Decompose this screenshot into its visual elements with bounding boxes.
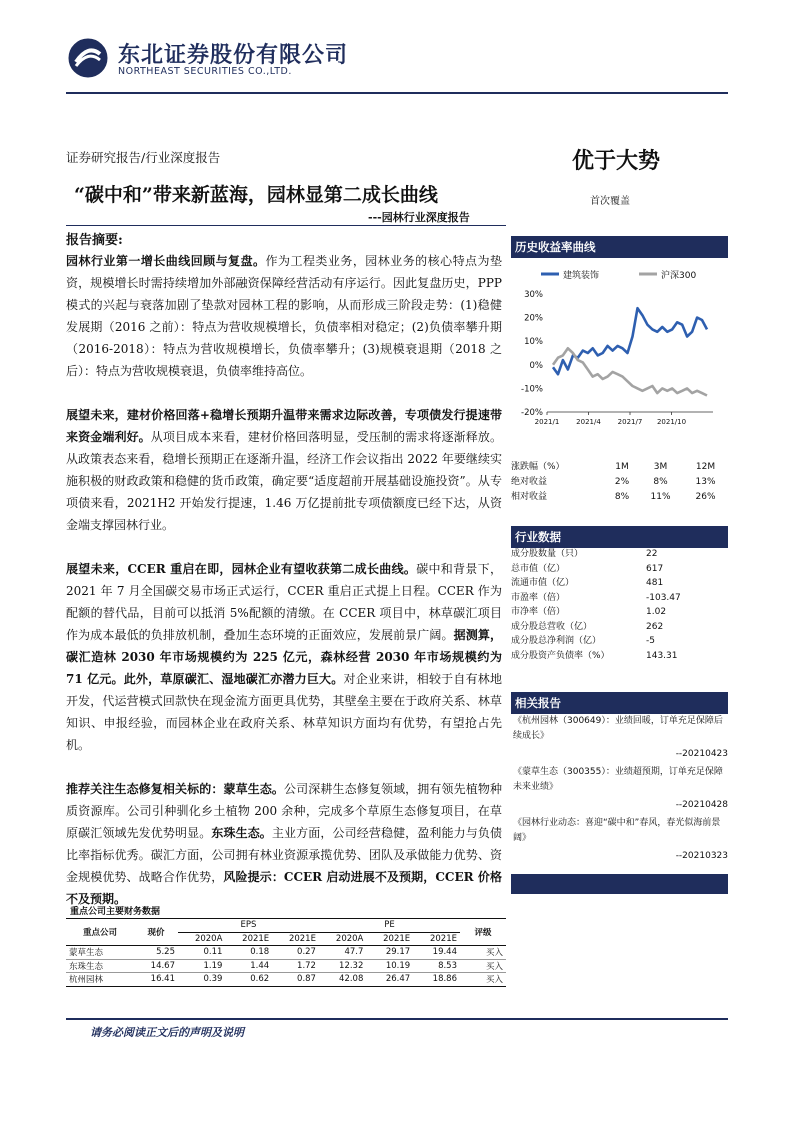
related-header: 相关报告 xyxy=(511,692,728,714)
related-list xyxy=(513,714,728,864)
year-label: 2020A xyxy=(335,933,364,944)
rating-cell: 买入 xyxy=(485,961,503,972)
industry-header: 行业数据 xyxy=(511,526,728,548)
x-tick-label: 2021/10 xyxy=(656,418,687,426)
industry-row xyxy=(511,649,728,664)
p3-lead: 展望未来，CCER 重启在即，园林企业有望收获第二成长曲线。 xyxy=(66,562,417,576)
returns-value: 13% xyxy=(695,477,716,487)
returns-header-12m: 12M xyxy=(695,462,716,472)
value-cell: 5.25 xyxy=(156,947,175,958)
series-line-construction xyxy=(553,308,707,374)
footer-divider xyxy=(66,1018,728,1020)
returns-value: 8% xyxy=(653,477,668,487)
value-cell: 0.87 xyxy=(297,974,316,985)
value-cell: 0.62 xyxy=(250,974,270,985)
industry-label: 成分股总营收（亿） xyxy=(511,621,593,632)
p4-text-2: 主业方面，公司经营稳健，盈利能力与负债比率指标优秀。碳汇方面，公司拥有林业资源承揽优势、团队及承做能力优势、资金规模优势、战略合作优势， xyxy=(66,826,502,884)
industry-label: 流通市值（亿） xyxy=(511,578,575,588)
industry-row xyxy=(511,562,728,577)
industry-row xyxy=(511,605,728,620)
chart-header: 历史收益率曲线 xyxy=(511,236,728,258)
financials-title: 重点公司主要财务数据 xyxy=(70,907,161,917)
title-divider xyxy=(66,225,506,226)
x-tick-label: 2021/4 xyxy=(576,418,601,426)
y-tick-label: -10% xyxy=(521,384,543,395)
company-cell: 蒙草生态 xyxy=(69,948,104,959)
col-rating: 评级 xyxy=(474,928,492,938)
industry-table xyxy=(511,547,728,663)
returns-row xyxy=(511,490,728,505)
header-divider xyxy=(66,92,728,94)
value-cell: 14.67 xyxy=(150,960,175,971)
paragraph-2 xyxy=(66,404,502,536)
value-cell: 1.19 xyxy=(203,960,223,971)
rating-cell: 买入 xyxy=(485,948,503,959)
table-row xyxy=(66,946,506,960)
value-cell: 0.18 xyxy=(250,947,270,958)
industry-value: 143.31 xyxy=(646,650,678,661)
industry-value: -103.47 xyxy=(646,592,681,603)
value-cell: 19.44 xyxy=(432,947,457,958)
returns-value: 26% xyxy=(695,492,716,502)
sidebar-bottom-bar xyxy=(511,874,728,894)
returns-header-1m: 1M xyxy=(615,462,629,472)
industry-value: -5 xyxy=(646,636,655,646)
col-company: 重点公司 xyxy=(82,928,117,938)
p1-lead: 园林行业第一增长曲线回顾与复盘。 xyxy=(66,254,266,268)
returns-header-label: 涨跌幅（%） xyxy=(511,462,565,472)
financials-group-row xyxy=(66,919,506,933)
col-price: 现价 xyxy=(147,928,165,938)
value-cell: 1.44 xyxy=(250,960,270,971)
p2-lead: 展望未来，建材价格回落+稳增长预期升温带来需求边际改善，专项债发行提速带来资金端利好。 xyxy=(66,408,502,444)
returns-label: 绝对收益 xyxy=(511,477,548,487)
legend-label: 沪深300 xyxy=(661,271,697,281)
returns-row xyxy=(511,475,728,490)
value-cell: 10.19 xyxy=(385,960,411,971)
industry-value: 262 xyxy=(646,621,664,632)
col-pe: PE xyxy=(319,919,460,933)
year-label: 2021E xyxy=(383,933,411,944)
industry-value: 617 xyxy=(646,563,664,574)
value-cell: 16.41 xyxy=(150,974,175,985)
industry-label: 成分股总净利润（亿） xyxy=(511,636,602,646)
p3-estimate: 据测算，碳汇造林 2030 年市场规模约为 225 亿元，森林经营 2030 年市场规模约为 71 亿元。此外，草原碳汇、湿地碳汇亦潜力巨大。 xyxy=(66,628,502,686)
company-name-cn: 东北证券股份有限公司 xyxy=(118,43,349,68)
report-category: 证券研究报告/行业深度报告 xyxy=(66,150,221,165)
industry-row xyxy=(511,576,728,591)
p2-text: 从项目成本来看，建材价格回落明显，受压制的需求将逐渐释放。从政策表态来看，稳增长预期正在逐渐升温，经济工作会议指出 2022 年要继续实施积极的财政政策和稳健的货币政策，确定要“适度超前开展基础设施投资”。从专项债来看，2021H2 开始发行提速，1.46 万亿提前批专项债额度已经下达，从资金端支撑园林行业。 xyxy=(66,430,502,532)
paragraph-4 xyxy=(66,778,502,910)
value-cell: 12.32 xyxy=(339,960,364,971)
returns-label: 相对收益 xyxy=(511,492,548,502)
y-tick-label: 20% xyxy=(524,313,543,324)
related-item[interactable] xyxy=(513,816,728,864)
report-subtitle: ---园林行业深度报告 xyxy=(368,211,470,224)
industry-label: 市净率（倍） xyxy=(511,607,566,617)
value-cell: 29.17 xyxy=(385,947,411,958)
company-cell: 杭州园林 xyxy=(69,975,104,986)
rating-cell: 买入 xyxy=(485,975,503,986)
year-label: 2021E xyxy=(242,933,270,944)
industry-value: 1.02 xyxy=(646,607,667,617)
value-cell: 47.7 xyxy=(344,947,364,958)
industry-label: 成分股资产负债率（%） xyxy=(511,650,610,661)
y-tick-label: 10% xyxy=(524,337,543,348)
related-item-date: --20210428 xyxy=(675,800,728,810)
financials-table xyxy=(66,918,506,987)
paragraph-1 xyxy=(66,250,502,382)
related-item-date: --20210423 xyxy=(675,749,728,759)
x-tick-label: 2021/1 xyxy=(534,418,560,426)
related-item-title[interactable]: 《杭州园林（300649）：业绩回暖，订单充足保障后续成长》 xyxy=(513,716,723,741)
financials-table-wrap xyxy=(66,918,506,987)
industry-label: 总市值（亿） xyxy=(511,563,566,574)
series-line-csi300 xyxy=(553,348,707,395)
p4-company-2: 东珠生态。 xyxy=(211,826,272,840)
col-eps: EPS xyxy=(178,919,319,933)
industry-row xyxy=(511,634,728,649)
p3-text: 碳中和背景下，2021 年 7 月全国碳交易市场正式运行，CCER 重启正式提上日程。CCER 作为配额的替代品，目前可以抵消 5%配额的清缴。在 CCER 项目中，林草碳汇项目作为成本最低的负排放机制，叠加生态环境的正面效应，发展前景广阔。 xyxy=(66,562,502,642)
report-title: “碳中和”带来新蓝海，园林显第二成长曲线 xyxy=(74,184,438,206)
company-cell: 东珠生态 xyxy=(69,961,104,972)
table-row xyxy=(66,973,506,987)
industry-value: 22 xyxy=(646,549,658,559)
related-item[interactable] xyxy=(513,765,728,813)
x-tick-label: 2021/7 xyxy=(617,418,643,426)
related-item-title[interactable]: 《园林行业动态：喜迎“碳中和”春风，春光似海前景阔》 xyxy=(513,818,721,843)
p1-text: 作为工程类业务，园林业务的核心特点为垫资，规模增长时需持续增加外部融资保障经营活动有序运行。因此复盘历史，PPP 模式的兴起与衰落加剧了垫款对园林工程的影响，从而形成三阶段走势：(1)稳健发展期（2016 之前）：特点为营收规模增长，负债率相对稳定；(2)负债率攀升期（2016-2018）：特点为营收规模增长，负债率攀升；(3)规模衰退期（2018 之后）：特点为营收规模衰退，负债率维持高位。 xyxy=(66,254,502,378)
value-cell: 42.08 xyxy=(339,974,364,985)
industry-row xyxy=(511,591,728,606)
summary-heading: 报告摘要: xyxy=(66,233,123,248)
report-body xyxy=(66,250,502,910)
value-cell: 0.11 xyxy=(203,947,223,958)
related-item-title[interactable]: 《蒙草生态（300355）：业绩超预期，订单充足保障未来业绩》 xyxy=(513,767,723,792)
report-coverage: 首次覆盖 xyxy=(590,196,630,207)
legend-label: 建筑装饰 xyxy=(563,271,600,281)
value-cell: 0.27 xyxy=(297,947,316,958)
returns-value: 11% xyxy=(650,492,671,502)
related-item-date: --20210323 xyxy=(675,851,728,861)
related-item[interactable] xyxy=(513,714,728,762)
company-name-en: NORTHEAST SECURITIES CO.,LTD. xyxy=(118,66,292,77)
industry-row xyxy=(511,547,728,562)
industry-label: 市盈率（倍） xyxy=(511,592,566,603)
returns-value: 2% xyxy=(614,477,630,487)
p4-lead: 推荐关注生态修复相关标的：蒙草生态。 xyxy=(66,782,285,796)
footer-disclaimer: 请务必阅读正文后的声明及说明 xyxy=(90,1026,244,1039)
industry-table-wrap xyxy=(511,547,728,663)
value-cell: 18.86 xyxy=(432,974,457,985)
p3-text-2: 对企业来讲，相较于自有林地开发，代运营模式回款快在现金流方面更具优势，其壁垒主要在于政府关系、林草知识、申报经验，而园林企业在政府关系、林草知识方面均有优势，有望抢占先机。 xyxy=(66,672,502,752)
company-logo xyxy=(66,36,110,80)
returns-value: 8% xyxy=(614,492,630,502)
year-label: 2021E xyxy=(429,933,457,944)
value-cell: 8.53 xyxy=(438,960,457,971)
industry-label: 成分股数量（只） xyxy=(511,549,584,559)
logo-emblem-icon xyxy=(66,36,110,80)
return-chart xyxy=(511,262,728,432)
p4-text: 公司深耕生态修复领域，拥有领先植物种质资源库。公司引种驯化乡土植物 200 余种，完成多个草原生态修复项目，在草原碳汇领域先发优势明显。 xyxy=(66,782,502,840)
paragraph-3 xyxy=(66,558,502,756)
y-tick-label: 30% xyxy=(524,290,543,300)
industry-value: 481 xyxy=(646,578,664,588)
returns-table xyxy=(511,460,728,505)
industry-row xyxy=(511,620,728,635)
risk-warning: 风险提示：CCER 启动进展不及预期，CCER 价格不及预期。 xyxy=(66,870,502,906)
report-rating: 优于大势 xyxy=(572,148,661,174)
value-cell: 1.72 xyxy=(297,960,316,971)
returns-table-wrap xyxy=(511,460,728,505)
year-label: 2021E xyxy=(288,933,316,944)
year-label: 2020A xyxy=(194,933,223,944)
table-row xyxy=(66,959,506,973)
y-tick-label: -20% xyxy=(521,408,543,418)
returns-header-3m: 3M xyxy=(653,462,668,472)
y-tick-label: 0% xyxy=(529,360,543,371)
value-cell: 0.39 xyxy=(203,974,223,985)
value-cell: 26.47 xyxy=(385,974,411,985)
returns-header-row xyxy=(511,460,728,475)
return-chart-svg xyxy=(511,262,728,432)
